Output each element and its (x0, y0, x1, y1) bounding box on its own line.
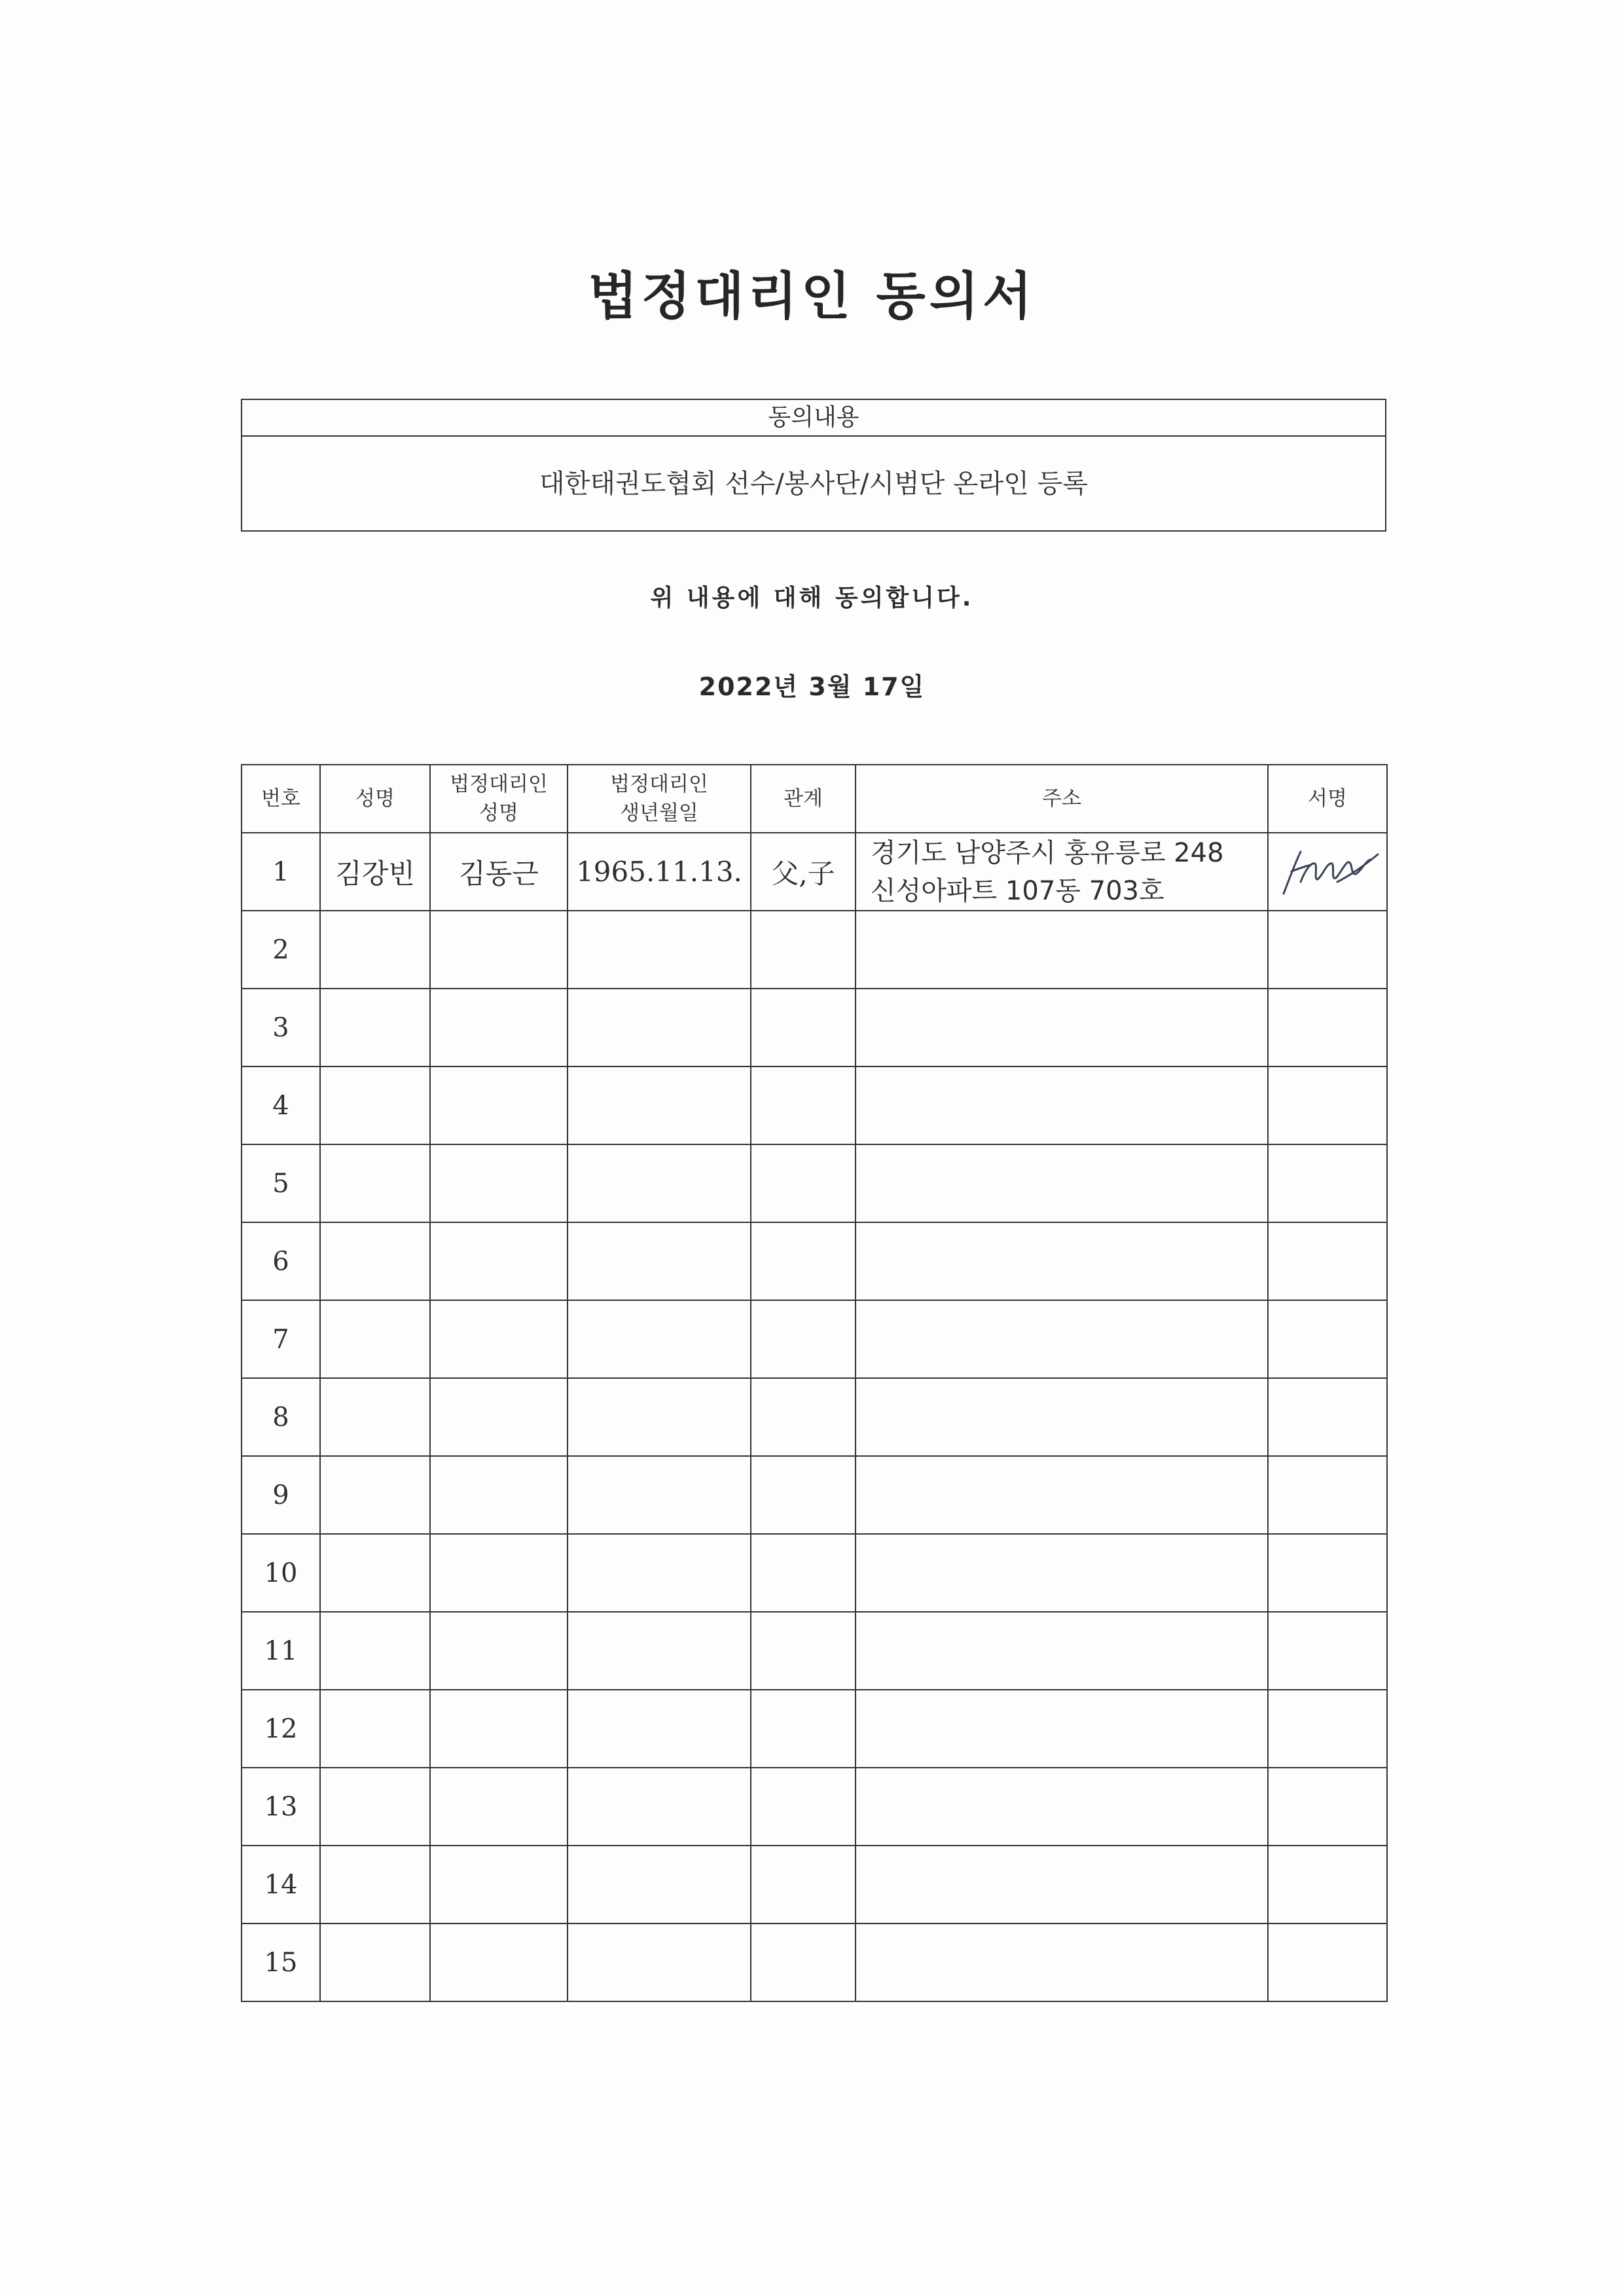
cell-name (320, 1378, 430, 1456)
cell-relation (751, 911, 856, 989)
cell-address (856, 1300, 1268, 1378)
cell-guardian-name (430, 1923, 568, 2001)
consent-box (241, 399, 1386, 532)
cell-address (856, 1534, 1268, 1612)
table-row (242, 1066, 1387, 1144)
table-row (242, 1300, 1387, 1378)
cell-relation (751, 1456, 856, 1534)
cell-relation (751, 1690, 856, 1768)
header-no: 번호 (242, 765, 320, 833)
cell-signature (1268, 1846, 1387, 1923)
roster-table (241, 764, 1388, 2002)
cell-guardian-birth (568, 1690, 751, 1768)
cell-no: 6 (242, 1222, 320, 1300)
table-row (242, 1846, 1387, 1923)
table-row (242, 1690, 1387, 1768)
cell-signature (1268, 1378, 1387, 1456)
cell-guardian-birth (568, 1612, 751, 1690)
cell-guardian-birth (568, 1534, 751, 1612)
cell-relation (751, 1066, 856, 1144)
cell-no: 1 (242, 833, 320, 911)
cell-guardian-name (430, 1144, 568, 1222)
cell-no: 12 (242, 1690, 320, 1768)
cell-guardian-birth (568, 989, 751, 1066)
cell-guardian-birth (568, 1222, 751, 1300)
cell-name: 김강빈 (320, 833, 430, 911)
cell-name (320, 1690, 430, 1768)
cell-guardian-name (430, 1768, 568, 1846)
cell-address (856, 911, 1268, 989)
cell-address (856, 989, 1268, 1066)
cell-name (320, 1066, 430, 1144)
cell-guardian-birth (568, 1456, 751, 1534)
table-row (242, 1923, 1387, 2001)
cell-address (856, 1690, 1268, 1768)
document-date: 2022년 3월 17일 (698, 672, 926, 701)
cell-guardian-birth (568, 1768, 751, 1846)
cell-relation (751, 1923, 856, 2001)
consent-body: 대한태권도협회 선수/봉사단/시범단 온라인 등록 (539, 469, 1088, 499)
table-row (242, 1768, 1387, 1846)
header-signature: 서명 (1268, 765, 1387, 833)
cell-signature (1268, 989, 1387, 1066)
cell-no: 11 (242, 1612, 320, 1690)
cell-name (320, 1768, 430, 1846)
cell-guardian-name (430, 1300, 568, 1378)
table-row (242, 1144, 1387, 1222)
cell-relation (751, 1300, 856, 1378)
cell-address (856, 1768, 1268, 1846)
consent-header: 동의내용 (242, 400, 1385, 437)
cell-name (320, 989, 430, 1066)
cell-name (320, 1222, 430, 1300)
cell-guardian-birth (568, 1378, 751, 1456)
cell-name (320, 1923, 430, 2001)
cell-guardian-birth (568, 1300, 751, 1378)
cell-no: 7 (242, 1300, 320, 1378)
cell-relation (751, 1612, 856, 1690)
header-guardian-name: 법정대리인 성명 (430, 765, 568, 833)
address-line-1: 경기도 남양주시 홍유릉로 248 (871, 837, 1224, 868)
table-row (242, 1456, 1387, 1534)
cell-name (320, 1456, 430, 1534)
cell-relation (751, 1768, 856, 1846)
table-row (242, 833, 1387, 911)
cell-address (856, 1846, 1268, 1923)
cell-name (320, 1300, 430, 1378)
cell-guardian-birth (568, 1923, 751, 2001)
cell-name (320, 1144, 430, 1222)
cell-no: 15 (242, 1923, 320, 2001)
cell-guardian-name (430, 1066, 568, 1144)
handwritten-signature (1272, 843, 1383, 902)
cell-guardian-birth (568, 1846, 751, 1923)
cell-signature (1268, 1144, 1387, 1222)
cell-no: 3 (242, 989, 320, 1066)
cell-name (320, 1612, 430, 1690)
cell-signature (1268, 1222, 1387, 1300)
cell-guardian-birth (568, 1066, 751, 1144)
cell-guardian-name (430, 1846, 568, 1923)
table-row (242, 1534, 1387, 1612)
cell-signature (1268, 1690, 1387, 1768)
cell-relation: 父,子 (751, 833, 856, 911)
cell-guardian-name (430, 1612, 568, 1690)
cell-relation (751, 1534, 856, 1612)
header-address: 주소 (856, 765, 1268, 833)
cell-signature (1268, 1612, 1387, 1690)
cell-signature (1268, 1300, 1387, 1378)
cell-guardian-birth (568, 1144, 751, 1222)
table-body (242, 833, 1387, 2001)
cell-signature (1268, 1923, 1387, 2001)
table-row (242, 1612, 1387, 1690)
cell-signature (1268, 1066, 1387, 1144)
cell-no: 2 (242, 911, 320, 989)
cell-guardian-name: 김동근 (430, 833, 568, 911)
cell-address (856, 1378, 1268, 1456)
table-row (242, 1378, 1387, 1456)
table-row (242, 911, 1387, 989)
cell-signature (1268, 1456, 1387, 1534)
cell-guardian-name (430, 911, 568, 989)
header-name: 성명 (320, 765, 430, 833)
cell-address (856, 1222, 1268, 1300)
cell-no: 13 (242, 1768, 320, 1846)
document-title: 법정대리인 동의서 (588, 267, 1036, 326)
cell-no: 14 (242, 1846, 320, 1923)
cell-guardian-name (430, 1534, 568, 1612)
cell-relation (751, 1846, 856, 1923)
cell-name (320, 1846, 430, 1923)
cell-signature (1268, 1534, 1387, 1612)
cell-address (856, 1923, 1268, 2001)
cell-no: 10 (242, 1534, 320, 1612)
cell-name (320, 911, 430, 989)
cell-guardian-name (430, 989, 568, 1066)
cell-guardian-name (430, 1222, 568, 1300)
cell-relation (751, 1222, 856, 1300)
cell-guardian-birth (568, 911, 751, 989)
cell-name (320, 1534, 430, 1612)
table-row (242, 1222, 1387, 1300)
cell-signature (1268, 833, 1387, 911)
cell-guardian-birth: 1965.11.13. (568, 833, 751, 911)
cell-address (856, 1144, 1268, 1222)
cell-guardian-name (430, 1690, 568, 1768)
cell-address (856, 1456, 1268, 1534)
cell-no: 4 (242, 1066, 320, 1144)
cell-relation (751, 989, 856, 1066)
cell-no: 8 (242, 1378, 320, 1456)
header-guardian-birth: 법정대리인 생년월일 (568, 765, 751, 833)
cell-address (856, 1066, 1268, 1144)
cell-relation (751, 1378, 856, 1456)
cell-address (856, 833, 1268, 911)
cell-signature (1268, 1768, 1387, 1846)
cell-guardian-name (430, 1378, 568, 1456)
cell-relation (751, 1144, 856, 1222)
header-relation: 관계 (751, 765, 856, 833)
agreement-statement: 위 내용에 대해 동의합니다. (650, 585, 974, 611)
table-row (242, 989, 1387, 1066)
address-line-2: 신성아파트 107동 703호 (871, 875, 1164, 906)
cell-signature (1268, 911, 1387, 989)
table-header-row (242, 765, 1387, 833)
cell-address (856, 1612, 1268, 1690)
cell-guardian-name (430, 1456, 568, 1534)
cell-no: 5 (242, 1144, 320, 1222)
cell-no: 9 (242, 1456, 320, 1534)
